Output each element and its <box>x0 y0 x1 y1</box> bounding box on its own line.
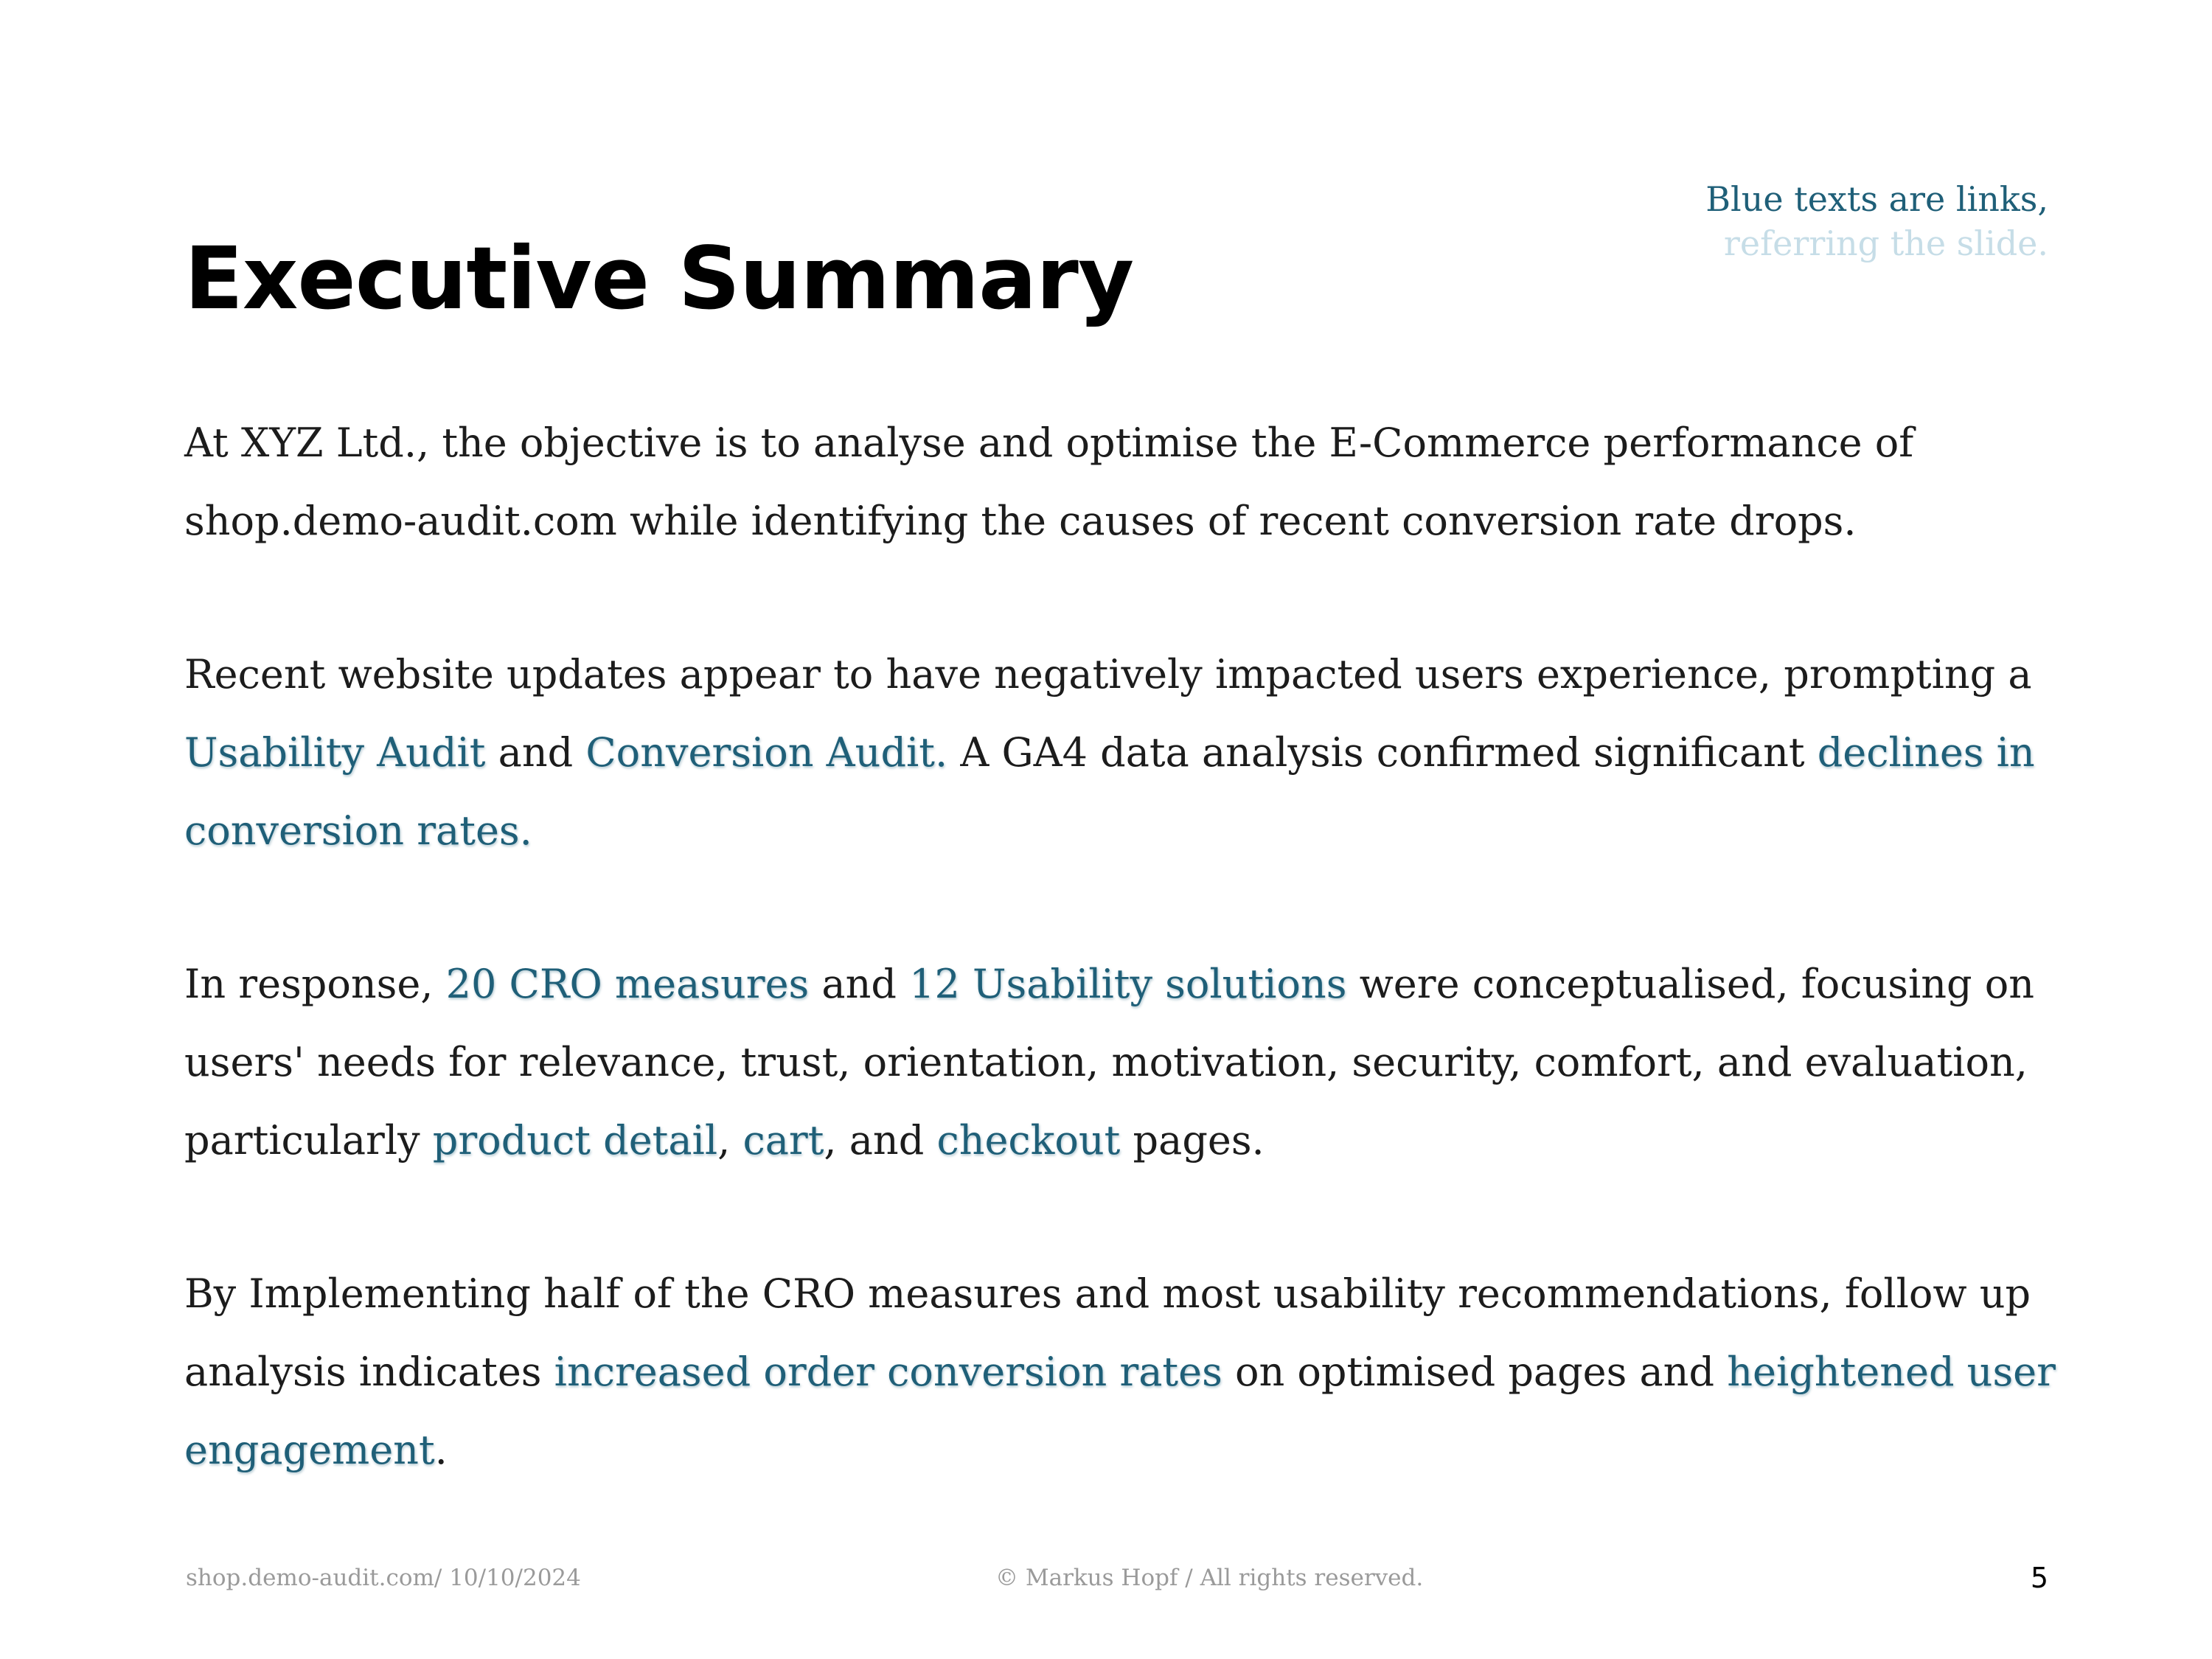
link-usability-solutions[interactable]: 12 Usability solutions <box>909 961 1347 1007</box>
link-cro-measures[interactable]: 20 CRO measures <box>445 961 810 1007</box>
paragraph-text: were conceptualised, focusing on users' needs for relevance, trust, orientation, motivation, security, comfort, and evaluation, particularly <box>184 961 2035 1164</box>
link-checkout[interactable]: checkout <box>936 1117 1121 1164</box>
legend-note: referring the slide. <box>1723 223 2048 263</box>
paragraph-text: , and <box>824 1117 937 1164</box>
link-user-engagement[interactable]: heightened user engagement <box>184 1349 2056 1473</box>
paragraph-objective <box>184 404 2072 560</box>
link-conversion-audit[interactable]: Conversion Audit. <box>585 729 948 776</box>
link-product-detail[interactable]: product detail <box>432 1117 718 1164</box>
link-increased-conversion[interactable]: increased order conversion rates <box>554 1349 1222 1395</box>
paragraph-text: and <box>485 729 586 776</box>
footer-copyright: © Markus Hopf / All rights reserved. <box>995 1565 1424 1591</box>
link-legend <box>1705 177 2048 265</box>
paragraph-text: A GA4 data analysis confirmed significant <box>947 729 1818 776</box>
paragraph-text: . <box>434 1427 448 1473</box>
paragraph-text: on optimised pages and <box>1222 1349 1728 1395</box>
paragraph-text: At XYZ Ltd., the objective is to analyse and optimise the E-Commerce performance of shop.demo-audit.com while identifying the causes of recent conversion rate drops. <box>184 420 1914 544</box>
paragraph-text: In response, <box>184 961 446 1007</box>
paragraph-text: pages. <box>1120 1117 1265 1164</box>
paragraph-text: By Implementing half of the CRO measures and most usability recommendations, follow up analysis indicates <box>184 1270 2031 1395</box>
legend-text: are links, <box>1888 179 2048 219</box>
paragraph-results <box>184 1255 2072 1489</box>
paragraph-text: , <box>717 1117 743 1164</box>
link-usability-audit[interactable]: Usability Audit <box>184 729 486 776</box>
legend-link-sample[interactable]: Blue texts <box>1705 179 1878 219</box>
summary-body <box>184 404 2072 1489</box>
footer-source-date: shop.demo-audit.com/ 10/10/2024 <box>186 1565 581 1591</box>
paragraph-audits <box>184 636 2072 870</box>
paragraph-text: Recent website updates appear to have negatively impacted users experience, prompting a <box>184 651 2032 698</box>
page-number: 5 <box>2030 1562 2048 1594</box>
link-conversion-declines[interactable]: declines in conversion rates. <box>184 729 2035 854</box>
page-title: Executive Summary <box>184 228 1134 329</box>
link-cart[interactable]: cart <box>742 1117 824 1164</box>
paragraph-measures <box>184 945 2072 1180</box>
paragraph-text: and <box>809 961 910 1007</box>
